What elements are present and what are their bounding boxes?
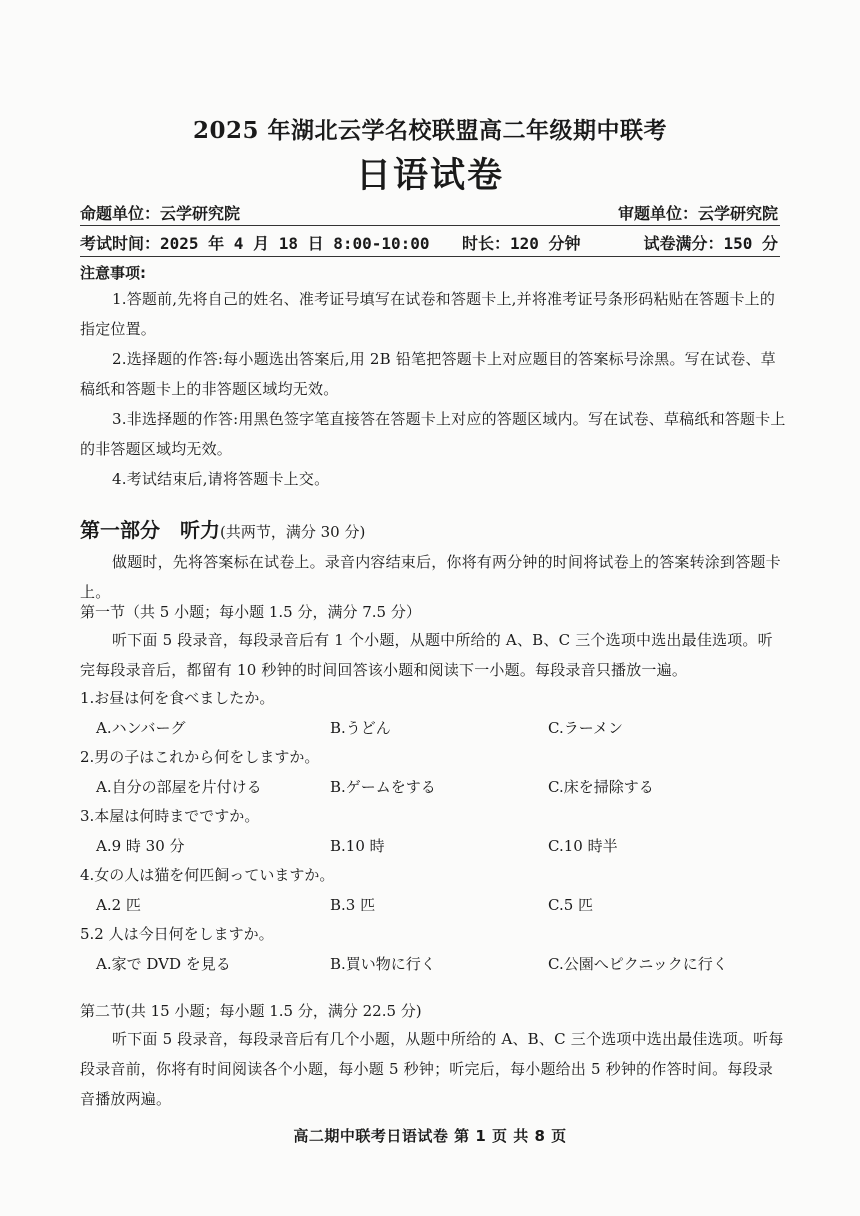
part1-intro: 做题时，先将答案标在试卷上。录音内容结束后，你将有两分钟的时间将试卷上的答案转涂到答题卡上。 bbox=[80, 553, 781, 601]
exam-subject: 日语试卷 bbox=[355, 156, 504, 196]
question-1-option-a: A.ハンバーグ bbox=[96, 719, 186, 737]
exam-full-score: 试卷满分：150 分 bbox=[643, 234, 778, 253]
question-3-option-b: B.10 時 bbox=[330, 837, 385, 855]
setter-unit: 命题单位：云学研究院 bbox=[80, 204, 241, 223]
notice-item: 3.非选择题的作答:用黑色签字笔直接答在答题卡上对应的答题区域内。写在试卷、草稿纸和答题卡上的非答题区域均无效。 bbox=[80, 410, 786, 458]
reviewer-unit: 审题单位：云学研究院 bbox=[617, 204, 778, 223]
question-2-option-c: C.床を掃除する bbox=[548, 778, 654, 796]
question-3: 3.本屋は何時までですか。 bbox=[80, 807, 260, 825]
section1-instruction: 听下面 5 段录音，每段录音后有 1 个小题，从题中所给的 A、B、C 三个选项中选出最佳选项。听完每段录音后，都留有 10 秒钟的时间回答该小题和阅读下一小题。每段录音只播放一遍。 bbox=[80, 631, 773, 679]
notice-item: 2.选择题的作答:每小题选出答案后,用 2B 铅笔把答题卡上对应题目的答案标号涂黑。写在试卷、草稿纸和答题卡上的非答题区域均无效。 bbox=[80, 350, 776, 398]
question-5-option-a: A.家で DVD を見る bbox=[96, 955, 231, 973]
page-footer: 高二期中联考日语试卷 第 1 页 共 8 页 bbox=[293, 1127, 567, 1145]
question-4-option-a: A.2 匹 bbox=[96, 896, 141, 914]
part1-title-text: 第一部分 听力 bbox=[80, 518, 220, 542]
question-3-option-c: C.10 時半 bbox=[548, 837, 618, 855]
question-5-option-b: B.買い物に行く bbox=[330, 955, 436, 973]
question-2: 2.男の子はこれから何をしますか。 bbox=[80, 748, 320, 766]
section2-instruction: 听下面 5 段录音，每段录音后有几个小题，从题中所给的 A、B、C 三个选项中选出最佳选项。听每段录音前，你将有时间阅读各个小题，每小题 5 秒钟；听完后，每小题给出 5 秒钟的作答时间。每段录音播放两遍。 bbox=[80, 1030, 784, 1108]
exam-time: 考试时间：2025 年 4 月 18 日 8:00-10:00 bbox=[80, 234, 430, 253]
header-divider-top bbox=[80, 225, 780, 226]
question-5-option-c: C.公園へピクニックに行く bbox=[548, 955, 728, 973]
question-4-option-c: C.5 匹 bbox=[548, 896, 594, 914]
notice-item: 1.答题前,先将自己的姓名、准考证号填写在试卷和答题卡上,并将准考证号条形码粘贴在答题卡上的指定位置。 bbox=[80, 290, 776, 338]
question-4-option-b: B.3 匹 bbox=[330, 896, 376, 914]
exam-title: 2025 年湖北云学名校联盟高二年级期中联考 bbox=[192, 117, 668, 144]
notice-heading: 注意事项: bbox=[80, 264, 146, 282]
question-5: 5.2 人は今日何をしますか。 bbox=[80, 925, 274, 943]
exam-duration: 时长：120 分钟 bbox=[462, 234, 581, 253]
part1-title bbox=[80, 514, 365, 543]
part1-title-note: (共两节，满分 30 分) bbox=[220, 523, 366, 541]
question-1-option-c: C.ラーメン bbox=[548, 719, 623, 737]
question-1-option-b: B.うどん bbox=[330, 719, 391, 737]
question-2-option-a: A.自分の部屋を片付ける bbox=[96, 778, 262, 796]
question-2-option-b: B.ゲームをする bbox=[330, 778, 436, 796]
header-divider-bottom bbox=[80, 256, 780, 257]
question-4: 4.女の人は猫を何匹飼っていますか。 bbox=[80, 866, 335, 884]
question-1: 1.お昼は何を食べましたか。 bbox=[80, 689, 275, 707]
section1-heading: 第一节（共 5 小题；每小题 1.5 分，满分 7.5 分） bbox=[80, 603, 421, 621]
section2-heading: 第二节(共 15 小题；每小题 1.5 分，满分 22.5 分) bbox=[80, 1002, 422, 1020]
notice-item: 4.考试结束后,请将答题卡上交。 bbox=[112, 470, 330, 488]
question-3-option-a: A.9 時 30 分 bbox=[96, 837, 185, 855]
